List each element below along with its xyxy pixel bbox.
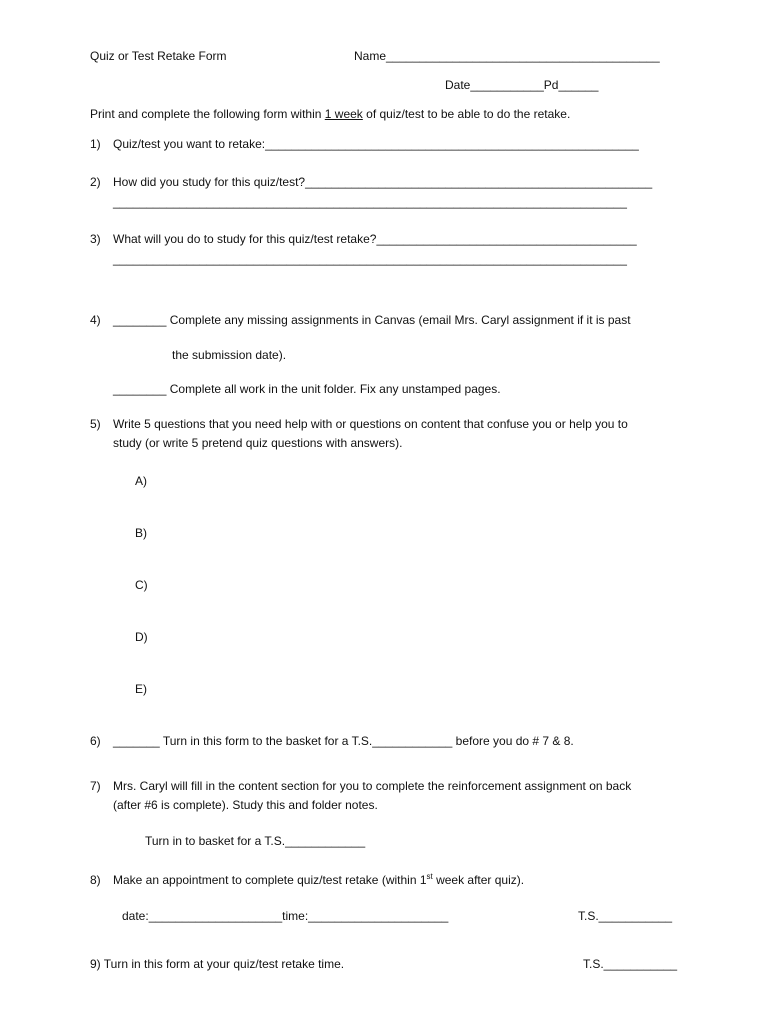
item-7-line-2: (after #6 is complete). Study this and folder notes.	[113, 798, 378, 812]
item-5-line-2: study (or write 5 pretend quiz questions with answers).	[113, 436, 403, 450]
form-title: Quiz or Test Retake Form	[90, 49, 227, 63]
item-8-text-after: week after quiz).	[432, 873, 525, 887]
item-3-number: 3)	[90, 232, 101, 246]
item-8-text	[113, 873, 524, 887]
item-3-text: What will you do to study for this quiz/test retake?_______________________________________	[113, 232, 637, 246]
item-8-number: 8)	[90, 873, 101, 887]
item-5-number: 5)	[90, 417, 101, 431]
item-7-number: 7)	[90, 779, 101, 793]
item-4-line-1: ________ Complete any missing assignments in Canvas (email Mrs. Caryl assignment if it is past	[113, 313, 631, 327]
item-8-superscript: st	[426, 872, 433, 881]
item-2-answer-line: _____________________________________________________________________________	[113, 195, 627, 209]
item-4-number: 4)	[90, 313, 101, 327]
item-8-ts-line: T.S.___________	[578, 909, 673, 923]
item-1-number: 1)	[90, 137, 101, 151]
instructions-emphasis: 1 week	[324, 107, 363, 121]
instructions-before: Print and complete the following form within	[90, 107, 325, 121]
name-field-line: Name_________________________________________	[354, 49, 660, 63]
date-pd-field-line: Date___________Pd______	[445, 78, 599, 92]
item-7-line-1: Mrs. Caryl will fill in the content section for you to complete the reinforcement assignment on back	[113, 779, 632, 793]
question-letter-d: D)	[135, 630, 148, 644]
item-9-ts-line: T.S.___________	[583, 957, 678, 971]
item-4-line-2: ________ Complete all work in the unit folder. Fix any unstamped pages.	[113, 382, 501, 396]
item-1-text: Quiz/test you want to retake:________________________________________________________	[113, 137, 639, 151]
question-letter-c: C)	[135, 578, 148, 592]
item-6-number: 6)	[90, 734, 101, 748]
item-4-line-1-continued: the submission date).	[172, 348, 287, 362]
item-3-answer-line: _____________________________________________________________________________	[113, 252, 627, 266]
question-letter-b: B)	[135, 526, 147, 540]
item-5-line-1: Write 5 questions that you need help with or questions on content that confuse you or help you to	[113, 417, 628, 431]
instructions	[90, 107, 570, 121]
item-9-text: 9) Turn in this form at your quiz/test retake time.	[90, 957, 345, 971]
question-letter-e: E)	[135, 682, 147, 696]
item-7-turn-in-line: Turn in to basket for a T.S.____________	[145, 834, 366, 848]
item-8-text-before: Make an appointment to complete quiz/test retake (within 1	[113, 873, 427, 887]
question-letter-a: A)	[135, 474, 147, 488]
item-2-number: 2)	[90, 175, 101, 189]
instructions-after: of quiz/test to be able to do the retake.	[362, 107, 571, 121]
item-2-text: How did you study for this quiz/test?____________________________________________________	[113, 175, 653, 189]
appointment-date-time-line: date:____________________time:_____________________	[122, 909, 449, 923]
item-6-text: _______ Turn in this form to the basket for a T.S.____________ before you do # 7 & 8.	[113, 734, 574, 748]
